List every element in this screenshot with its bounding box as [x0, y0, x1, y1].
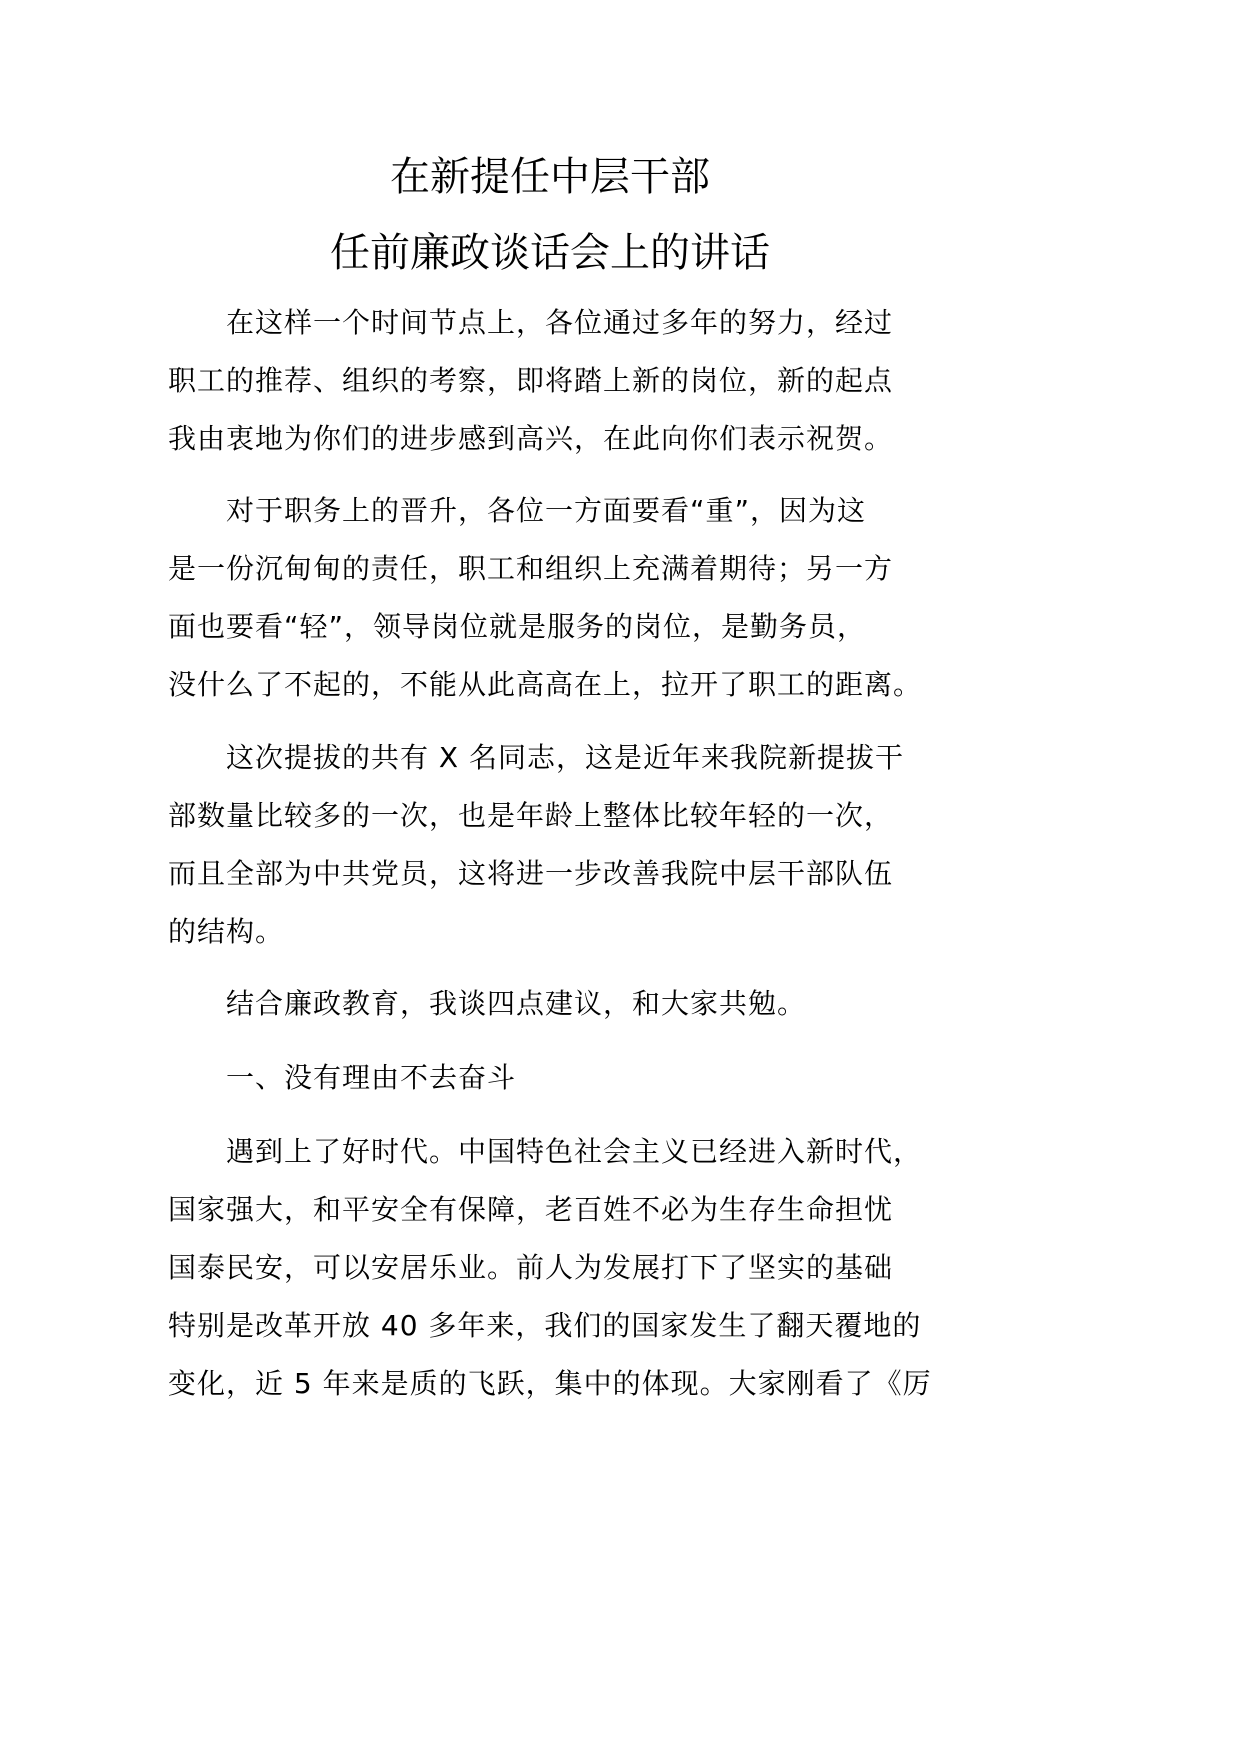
document-title-line-2: 任前廉政谈话会上的讲话	[330, 230, 770, 276]
document-title-line-1: 在新提任中层干部	[390, 154, 710, 200]
body-line: 特别是改革开放 40 多年来，我们的国家发生了翻天覆地的	[168, 1309, 922, 1342]
body-line: 国家强大，和平安全有保障，老百姓不必为生存生命担忧	[168, 1193, 894, 1226]
section-heading: 一、没有理由不去奋斗	[168, 1061, 517, 1094]
body-line: 没什么了不起的，不能从此高高在上，拉开了职工的距离。	[168, 668, 923, 701]
body-line: 在这样一个时间节点上，各位通过多年的努力，经过	[168, 306, 894, 339]
body-line: 这次提拔的共有 X 名同志，这是近年来我院新提拔干	[168, 741, 904, 774]
body-line: 我由衷地为你们的进步感到高兴，在此向你们表示祝贺。	[168, 422, 894, 455]
body-line: 部数量比较多的一次，也是年龄上整体比较年轻的一次，	[168, 799, 894, 832]
body-line: 变化，近 5 年来是质的飞跃，集中的体现。大家刚看了《厉	[168, 1367, 932, 1400]
body-line: 职工的推荐、组织的考察，即将踏上新的岗位，新的起点	[168, 364, 894, 397]
body-line: 面也要看“轻”，领导岗位就是服务的岗位，是勤务员，	[168, 610, 867, 643]
body-line: 国泰民安，可以安居乐业。前人为发展打下了坚实的基础	[168, 1251, 894, 1284]
body-line: 对于职务上的晋升，各位一方面要看“重”，因为这	[168, 494, 867, 527]
body-line: 遇到上了好时代。中国特色社会主义已经进入新时代，	[168, 1135, 923, 1168]
body-line: 结合廉政教育，我谈四点建议，和大家共勉。	[168, 987, 807, 1020]
body-line: 是一份沉甸甸的责任，职工和组织上充满着期待；另一方	[168, 552, 894, 585]
body-line: 而且全部为中共党员，这将进一步改善我院中层干部队伍	[168, 857, 894, 890]
body-line: 的结构。	[168, 915, 285, 948]
